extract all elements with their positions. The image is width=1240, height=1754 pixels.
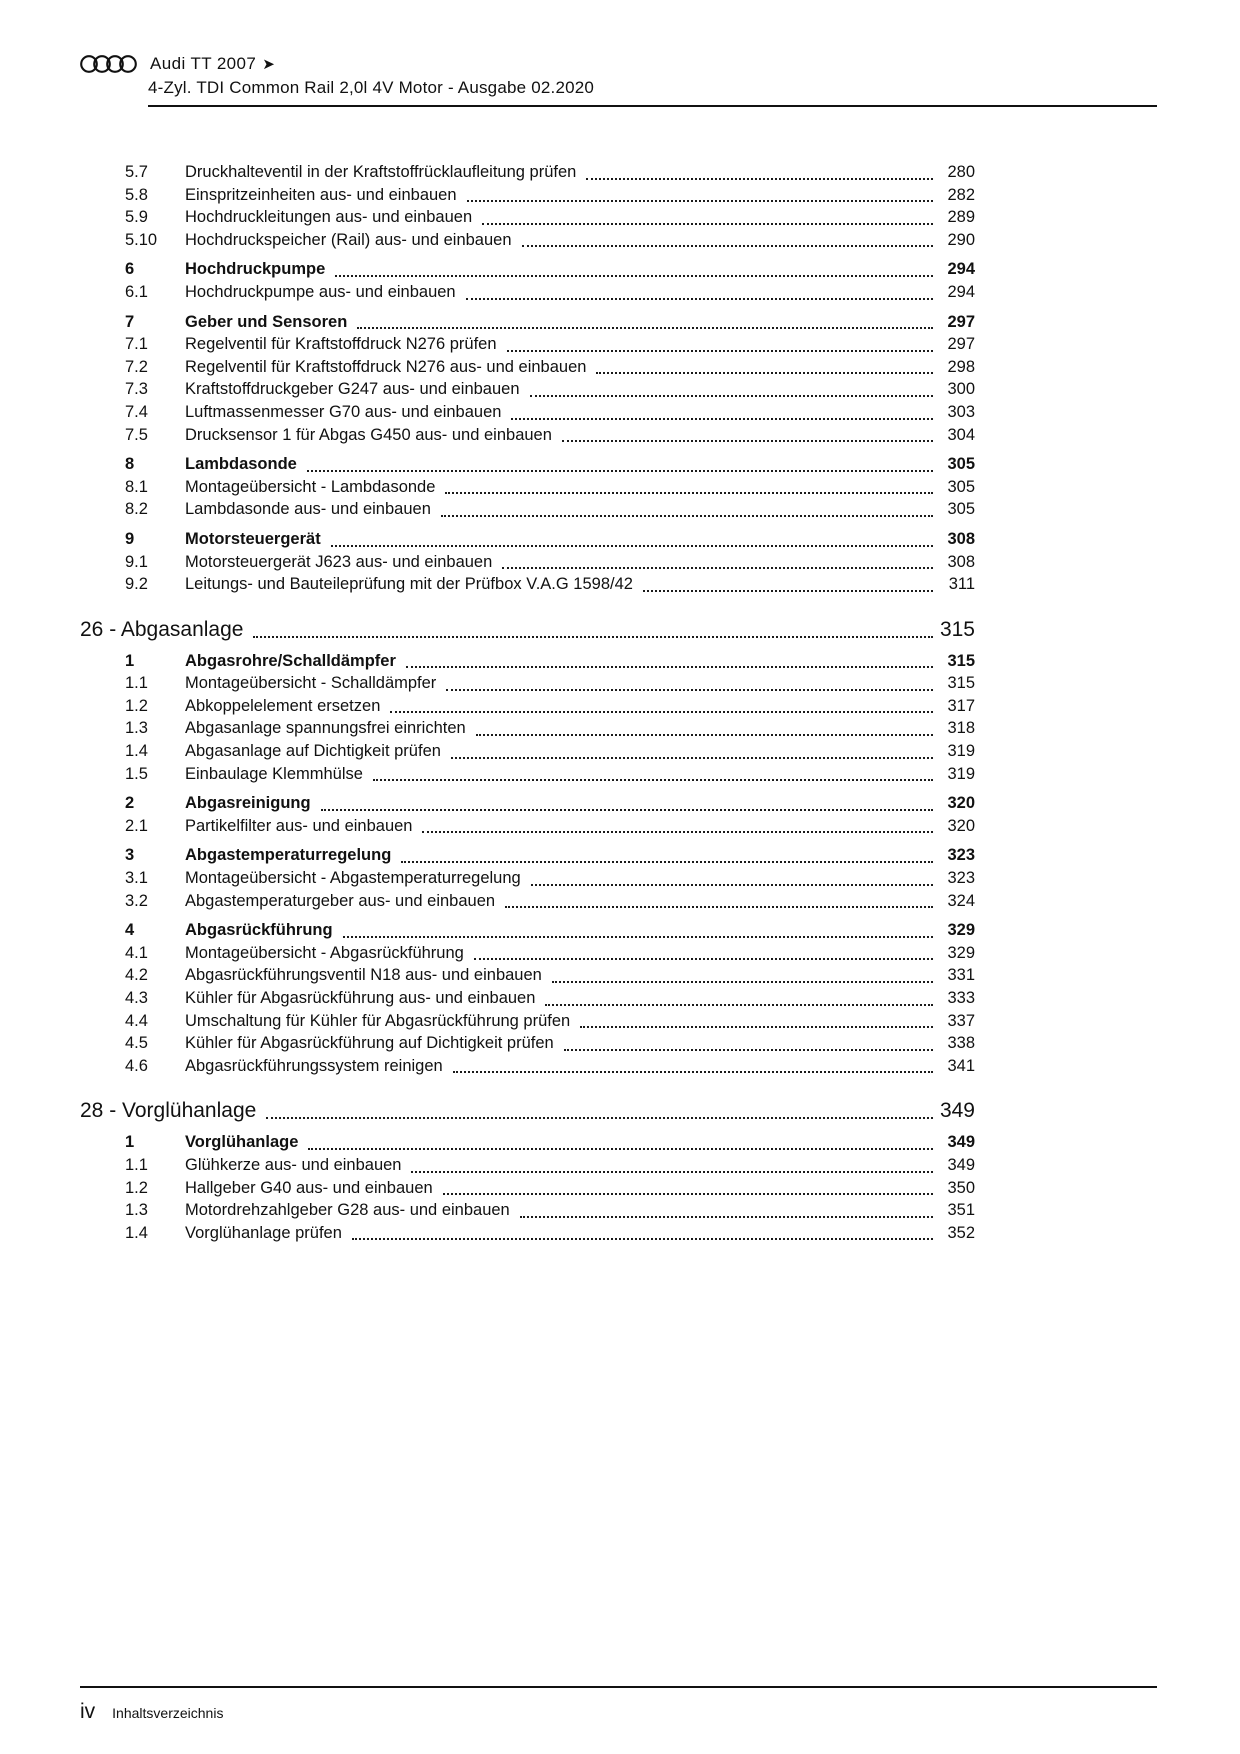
toc-entry-page: 324: [947, 891, 975, 910]
toc-entry-title: Motordrehzahlgeber G28 aus- und einbauen: [185, 1201, 510, 1220]
toc-entry-title: Vorglühanlage: [185, 1133, 299, 1152]
toc-entry-page: 318: [947, 719, 975, 738]
toc-entry-title: Lambdasonde aus- und einbauen: [185, 500, 431, 519]
dot-leader: [335, 275, 933, 277]
toc-entry-number: 7.2: [125, 357, 148, 376]
dot-leader: [445, 492, 933, 494]
toc-row: [80, 815, 975, 838]
toc-row: [80, 1032, 975, 1055]
header-subtitle: 4-Zyl. TDI Common Rail 2,0l 4V Motor - Ausgabe 02.2020: [148, 78, 595, 97]
toc-entry-page: 333: [947, 989, 975, 1007]
toc-entry-page: 317: [947, 696, 975, 715]
dot-leader: [343, 936, 933, 938]
toc-entry-number: 4.5: [125, 1034, 148, 1053]
toc-entry-page: 341: [947, 1056, 975, 1075]
toc-entry-page: 319: [947, 764, 975, 783]
dot-leader: [373, 779, 933, 781]
toc-entry-page: 337: [947, 1011, 975, 1030]
toc-entry-title: Hochdruckleitungen aus- und einbauen: [185, 208, 473, 227]
toc-entry-number: 3: [125, 846, 135, 865]
toc-entry-page: 323: [947, 846, 975, 865]
toc-entry-page: 297: [947, 335, 975, 354]
toc-row: [80, 1131, 975, 1154]
toc-entry-number: 9: [125, 529, 135, 548]
toc-entry-number: 4.4: [125, 1011, 148, 1030]
toc-entry-number: 2.1: [125, 816, 148, 835]
toc-row: [80, 356, 975, 379]
toc-row: [80, 551, 975, 574]
toc-entry-page: 280: [947, 163, 975, 181]
toc-entry-number: 1.2: [125, 696, 148, 715]
toc-entry-title: Abgastemperaturregelung: [185, 846, 392, 865]
toc-entry-title: Einspritzeinheiten aus- und einbauen: [185, 185, 457, 204]
dot-leader: [482, 223, 933, 225]
toc-entry-number: 7.3: [125, 380, 148, 399]
toc-row: [80, 964, 975, 987]
toc-entry-number: 8.2: [125, 500, 148, 519]
toc-entry-number: 1.5: [125, 764, 148, 783]
dot-leader: [520, 1216, 933, 1218]
toc-entry-number: 9.2: [125, 575, 148, 594]
toc-row: [80, 161, 975, 184]
toc-entry-number: 1.3: [125, 1201, 148, 1220]
toc-row: [80, 401, 975, 424]
toc-entry-title: Lambdasonde: [185, 455, 297, 474]
toc-entry-page: 352: [947, 1223, 975, 1242]
header-divider: [148, 105, 1157, 107]
dot-leader: [406, 666, 933, 668]
arrow-right-icon: ➤: [262, 56, 276, 73]
toc-entry-number: 4: [125, 921, 135, 940]
toc-entry-page: 303: [947, 402, 975, 421]
toc-row: [80, 672, 975, 695]
toc-entry-title: Partikelfilter aus- und einbauen: [185, 816, 413, 835]
dot-leader: [545, 1004, 933, 1006]
toc-entry-title: Luftmassenmesser G70 aus- und einbauen: [185, 402, 502, 421]
toc-entry-number: 4.2: [125, 966, 148, 985]
toc-row: [80, 1154, 975, 1177]
header-model-text: Audi TT 2007: [150, 54, 257, 73]
footer-section-label: Inhaltsverzeichnis: [112, 1705, 224, 1721]
toc-entry-title: Umschaltung für Kühler für Abgasrückführung prüfen: [185, 1011, 571, 1030]
toc-entry-page: 351: [947, 1201, 975, 1220]
dot-leader: [331, 545, 933, 547]
toc-entry-number: 5.9: [125, 208, 148, 227]
toc-entry-number: 7.5: [125, 425, 148, 444]
dot-leader: [511, 418, 933, 420]
toc-row: [80, 942, 975, 965]
dot-leader: [562, 440, 933, 442]
toc-row: [80, 498, 975, 521]
dot-leader: [451, 757, 933, 759]
toc-row: [80, 476, 975, 499]
dot-leader: [505, 906, 933, 908]
audi-rings-icon: [80, 54, 138, 74]
dot-leader: [453, 1071, 933, 1073]
toc-entry-page: 282: [947, 185, 975, 204]
toc-row: [80, 919, 975, 942]
toc-entry-number: 7.4: [125, 402, 148, 421]
dot-leader: [352, 1238, 933, 1240]
page-footer: [80, 1686, 1157, 1724]
toc-row: [80, 1055, 975, 1078]
toc-entry-page: 305: [947, 500, 975, 519]
dot-leader: [502, 567, 933, 569]
toc-row: [80, 867, 975, 890]
toc-entry-number: 7.1: [125, 335, 148, 354]
toc-row: [80, 1177, 975, 1200]
toc-entry-title: Montageübersicht - Lambdasonde: [185, 477, 436, 496]
toc-entry-number: 6: [125, 260, 135, 279]
toc-entry-page: 311: [948, 575, 975, 594]
footer-page-number: iv: [80, 1700, 96, 1723]
dot-leader: [266, 1117, 933, 1119]
toc-entry-title: Abgasanlage auf Dichtigkeit prüfen: [185, 742, 441, 761]
toc-entry-number: 1.4: [125, 1223, 148, 1242]
dot-leader: [467, 200, 933, 202]
toc-row: [80, 1098, 975, 1124]
toc-entry-title: Hallgeber G40 aus- und einbauen: [185, 1178, 433, 1197]
toc-entry-page: 305: [947, 455, 975, 474]
toc-entry-page: 349: [939, 1099, 975, 1123]
toc-row: [80, 763, 975, 786]
dot-leader: [308, 1148, 933, 1150]
toc-entry-title: Hochdruckspeicher (Rail) aus- und einbauen: [185, 230, 512, 249]
toc-entry-title: Vorglühanlage prüfen: [185, 1223, 342, 1242]
toc-entry-page: 329: [947, 943, 975, 962]
toc-entry-title: Einbaulage Klemmhülse: [185, 764, 363, 783]
dot-leader: [530, 395, 933, 397]
toc-entry-page: 304: [947, 425, 975, 444]
toc-entry-page: 308: [947, 529, 975, 548]
toc-entry-number: 5.8: [125, 185, 148, 204]
toc-entry-title: Abgasrückführung: [185, 921, 333, 940]
toc-entry-title: Regelventil für Kraftstoffdruck N276 prüfen: [185, 335, 497, 354]
toc-entry-number: 5.10: [125, 230, 158, 249]
toc-entry-number: 8.1: [125, 477, 148, 496]
toc-entry-page: 338: [947, 1034, 975, 1053]
toc-entry-title: Montageübersicht - Schalldämpfer: [185, 674, 437, 693]
toc-entry-title: Montageübersicht - Abgasrückführung: [185, 943, 464, 962]
toc-row: [80, 617, 975, 643]
toc-entry-title: Abgasanlage spannungsfrei einrichten: [185, 719, 466, 738]
toc-entry-page: 305: [947, 477, 975, 496]
toc-entry-title: Abkoppelelement ersetzen: [185, 696, 381, 715]
dot-leader: [443, 1193, 933, 1195]
toc-entry-title: Abgastemperaturgeber aus- und einbauen: [185, 891, 496, 910]
toc-entry-page: 315: [947, 651, 975, 670]
page-header: [0, 0, 1240, 107]
toc-entry-title: Abgasrohre/Schalldämpfer: [185, 651, 396, 670]
toc-entry-number: 1: [125, 1133, 135, 1152]
toc-row: [80, 424, 975, 447]
toc-entry-title: Hochdruckpumpe: [185, 260, 326, 279]
toc-row: [80, 890, 975, 913]
toc-entry-title: Geber und Sensoren: [185, 312, 348, 331]
toc-entry-page: 315: [947, 674, 975, 693]
toc-entry-number: 4.3: [125, 989, 148, 1007]
dot-leader: [446, 689, 933, 691]
toc-row: [80, 740, 975, 763]
dot-leader: [390, 711, 933, 713]
toc-entry-number: 1.4: [125, 742, 148, 761]
toc-row: [80, 184, 975, 207]
toc-row: [80, 453, 975, 476]
toc-entry-number: 3.1: [125, 869, 148, 888]
toc-entry-number: 1.3: [125, 719, 148, 738]
toc-entry-page: 320: [947, 794, 975, 813]
toc-entry-title: Kühler für Abgasrückführung aus- und einbauen: [185, 989, 536, 1007]
dot-leader: [441, 515, 933, 517]
toc-entry-page: 320: [947, 816, 975, 835]
toc-entry-page: 294: [947, 282, 975, 301]
toc-row: [80, 1222, 975, 1245]
toc-entry-number: 7: [125, 312, 135, 331]
dot-leader: [466, 298, 933, 300]
dot-leader: [476, 734, 933, 736]
dot-leader: [357, 327, 933, 329]
toc-entry-page: 331: [947, 966, 975, 985]
toc-entry-title: Glühkerze aus- und einbauen: [185, 1155, 402, 1174]
toc-row: [80, 258, 975, 281]
dot-leader: [321, 809, 933, 811]
toc-row: [80, 987, 975, 1010]
toc-entry-page: 298: [947, 357, 975, 376]
dot-leader: [253, 636, 933, 638]
dot-leader: [552, 981, 933, 983]
toc-entry-page: 289: [947, 208, 975, 227]
toc-row: [80, 573, 975, 596]
header-model-title: [150, 54, 275, 74]
toc-entry-page: 349: [947, 1133, 975, 1152]
toc-entry-number: 4.6: [125, 1056, 148, 1075]
toc-entry-number: 4.1: [125, 943, 148, 962]
toc-entry-title: 28 - Vorglühanlage: [80, 1099, 257, 1123]
toc-entry-title: Motorsteuergerät: [185, 529, 321, 548]
toc-entry-title: Montageübersicht - Abgastemperaturregelung: [185, 869, 521, 888]
toc-entry-page: 350: [947, 1178, 975, 1197]
toc-entry-title: Abgasrückführungsventil N18 aus- und einbauen: [185, 966, 542, 985]
toc-row: [80, 792, 975, 815]
toc-entry-title: Hochdruckpumpe aus- und einbauen: [185, 282, 456, 301]
toc-list: [80, 161, 975, 1244]
toc-entry-page: 315: [939, 617, 975, 641]
toc-entry-number: 2: [125, 794, 135, 813]
toc-row: [80, 650, 975, 673]
toc-entry-title: Druckhalteventil in der Kraftstoffrücklaufleitung prüfen: [185, 163, 577, 181]
toc-row: [80, 717, 975, 740]
dot-leader: [586, 178, 933, 180]
toc-entry-number: 1.1: [125, 1155, 148, 1174]
toc-row: [80, 844, 975, 867]
toc-entry-page: 290: [947, 230, 975, 249]
dot-leader: [474, 958, 933, 960]
toc-row: [80, 1199, 975, 1222]
toc-entry-title: Drucksensor 1 für Abgas G450 aus- und einbauen: [185, 425, 552, 444]
toc-entry-page: 323: [947, 869, 975, 888]
toc-row: [80, 281, 975, 304]
dot-leader: [531, 884, 933, 886]
toc-entry-number: 5.7: [125, 163, 148, 181]
toc-entry-number: 3.2: [125, 891, 148, 910]
toc-row: [80, 528, 975, 551]
dot-leader: [643, 590, 933, 592]
toc-entry-title: Kraftstoffdruckgeber G247 aus- und einbauen: [185, 380, 520, 399]
toc-row: [80, 378, 975, 401]
toc-entry-title: Leitungs- und Bauteileprüfung mit der Prüfbox V.A.G 1598/42: [185, 575, 633, 594]
dot-leader: [596, 372, 933, 374]
toc-entry-number: 8: [125, 455, 135, 474]
toc-entry-title: 26 - Abgasanlage: [80, 617, 244, 641]
dot-leader: [401, 861, 933, 863]
toc-entry-page: 300: [947, 380, 975, 399]
toc-row: [80, 1010, 975, 1033]
toc-row: [80, 229, 975, 252]
toc-entry-title: Regelventil für Kraftstoffdruck N276 aus- und einbauen: [185, 357, 587, 376]
toc-row: [80, 311, 975, 334]
toc-entry-number: 1.2: [125, 1178, 148, 1197]
dot-leader: [522, 245, 933, 247]
toc-entry-number: 1.1: [125, 674, 148, 693]
dot-leader: [580, 1026, 933, 1028]
toc-entry-title: Motorsteuergerät J623 aus- und einbauen: [185, 552, 493, 571]
toc-row: [80, 333, 975, 356]
footer-divider: [80, 1686, 1157, 1688]
toc-entry-page: 329: [947, 921, 975, 940]
toc-entry-page: 349: [947, 1155, 975, 1174]
toc-entry-title: Abgasreinigung: [185, 794, 311, 813]
dot-leader: [507, 350, 933, 352]
toc-entry-page: 297: [947, 312, 975, 331]
toc-entry-page: 308: [947, 552, 975, 571]
toc-entry-number: 6.1: [125, 282, 148, 301]
dot-leader: [564, 1049, 933, 1051]
dot-leader: [307, 470, 933, 472]
dot-leader: [411, 1171, 933, 1173]
dot-leader: [422, 831, 933, 833]
toc-row: [80, 206, 975, 229]
toc-entry-page: 319: [947, 742, 975, 761]
toc-entry-number: 1: [125, 651, 135, 670]
toc-entry-title: Kühler für Abgasrückführung auf Dichtigkeit prüfen: [185, 1034, 554, 1053]
toc-row: [80, 695, 975, 718]
toc-entry-number: 9.1: [125, 552, 148, 571]
toc-entry-title: Abgasrückführungssystem reinigen: [185, 1056, 443, 1075]
toc-entry-page: 294: [947, 260, 975, 279]
